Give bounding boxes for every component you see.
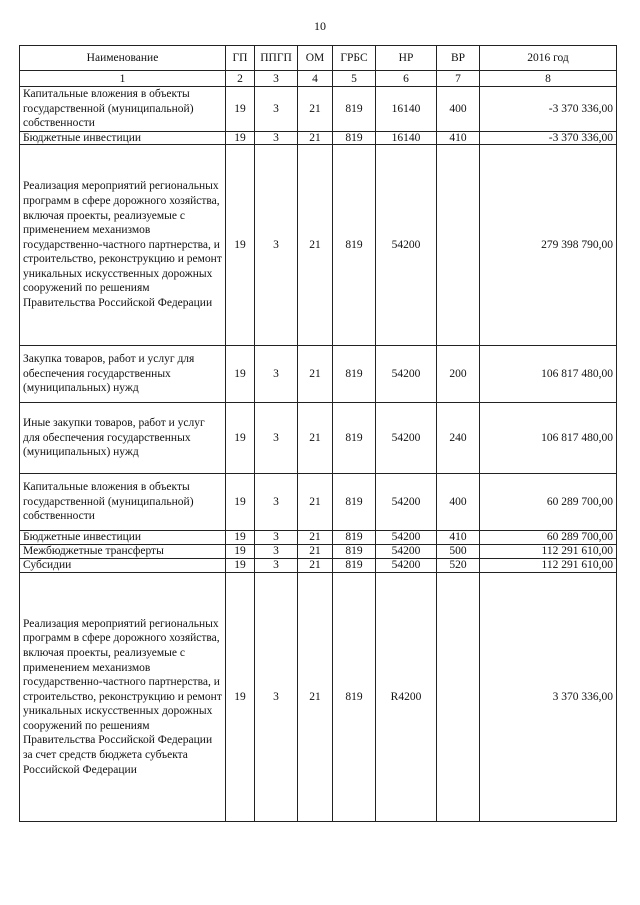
row-om: 21 [298,474,333,531]
row-vr: 240 [437,403,480,474]
row-name: Межбюджетные трансферты [20,545,226,559]
column-number: 6 [376,71,437,87]
budget-table [19,45,617,822]
column-number: 4 [298,71,333,87]
row-gp: 19 [226,87,255,132]
row-grbs: 819 [333,403,376,474]
header-om: ОМ [298,46,333,71]
row-ppgp: 3 [255,346,298,403]
row-name: Реализация мероприятий региональных программ в сфере дорожного хозяйства, включая проекты, реализуемые с применением механизмов государственно-частного партнерства, и строительство, реконструкцию и ремонт уникальных искусственных дорожных сооружений по решениям Правительства Российской Федерации [20,145,226,346]
row-om: 21 [298,87,333,132]
table-row [20,545,617,559]
row-nr: 54200 [376,531,437,545]
row-om: 21 [298,132,333,145]
header-row [20,46,617,71]
row-nr: 16140 [376,132,437,145]
row-grbs: 819 [333,531,376,545]
row-amount: 106 817 480,00 [480,403,617,474]
row-ppgp: 3 [255,474,298,531]
row-amount: 279 398 790,00 [480,145,617,346]
row-vr [437,573,480,822]
row-om: 21 [298,346,333,403]
row-grbs: 819 [333,87,376,132]
row-nr: 16140 [376,87,437,132]
column-number: 1 [20,71,226,87]
row-amount: 60 289 700,00 [480,474,617,531]
header-ppgp: ППГП [255,46,298,71]
row-vr: 500 [437,545,480,559]
table-row [20,531,617,545]
row-amount: -3 370 336,00 [480,132,617,145]
row-amount: 112 291 610,00 [480,559,617,573]
row-vr: 200 [437,346,480,403]
table-row [20,474,617,531]
row-ppgp: 3 [255,87,298,132]
header-vr: ВР [437,46,480,71]
table-row [20,403,617,474]
row-gp: 19 [226,474,255,531]
row-vr: 520 [437,559,480,573]
row-amount: 112 291 610,00 [480,545,617,559]
row-name: Бюджетные инвестиции [20,132,226,145]
row-om: 21 [298,559,333,573]
column-number: 5 [333,71,376,87]
row-gp: 19 [226,145,255,346]
column-number: 3 [255,71,298,87]
column-number-row [20,71,617,87]
table-row [20,559,617,573]
column-number: 2 [226,71,255,87]
row-amount: 3 370 336,00 [480,573,617,822]
row-grbs: 819 [333,145,376,346]
row-gp: 19 [226,559,255,573]
column-number: 8 [480,71,617,87]
row-gp: 19 [226,132,255,145]
row-nr: 54200 [376,545,437,559]
row-ppgp: 3 [255,132,298,145]
row-ppgp: 3 [255,573,298,822]
column-number: 7 [437,71,480,87]
row-grbs: 819 [333,346,376,403]
row-vr: 400 [437,474,480,531]
row-vr: 400 [437,87,480,132]
row-name: Иные закупки товаров, работ и услуг для обеспечения государственных (муниципальных) нужд [20,403,226,474]
row-gp: 19 [226,573,255,822]
row-name: Капитальные вложения в объекты государственной (муниципальной) собственности [20,87,226,132]
row-om: 21 [298,531,333,545]
row-name: Реализация мероприятий региональных программ в сфере дорожного хозяйства, включая проекты, реализуемые с применением механизмов государственно-частного партнерства, и строительство, реконструкцию и ремонт уникальных искусственных дорожных сооружений по решениям Правительства Российской Федерации за счет средств бюджета субъекта Российской Федерации [20,573,226,822]
row-gp: 19 [226,403,255,474]
row-om: 21 [298,403,333,474]
row-nr: 54200 [376,346,437,403]
row-amount: -3 370 336,00 [480,87,617,132]
row-nr: 54200 [376,403,437,474]
row-ppgp: 3 [255,559,298,573]
table-row [20,346,617,403]
table-row [20,573,617,822]
row-gp: 19 [226,531,255,545]
row-nr: 54200 [376,474,437,531]
row-ppgp: 3 [255,545,298,559]
table-row [20,145,617,346]
row-grbs: 819 [333,474,376,531]
row-om: 21 [298,573,333,822]
row-nr: R4200 [376,573,437,822]
header-nr: НР [376,46,437,71]
row-ppgp: 3 [255,145,298,346]
header-grbs: ГРБС [333,46,376,71]
row-nr: 54200 [376,145,437,346]
row-grbs: 819 [333,132,376,145]
row-grbs: 819 [333,573,376,822]
header-gp: ГП [226,46,255,71]
row-ppgp: 3 [255,403,298,474]
table-row [20,132,617,145]
row-ppgp: 3 [255,531,298,545]
row-grbs: 819 [333,545,376,559]
row-name: Бюджетные инвестиции [20,531,226,545]
row-vr: 410 [437,531,480,545]
header-name: Наименование [20,46,226,71]
row-om: 21 [298,145,333,346]
row-vr: 410 [437,132,480,145]
row-amount: 106 817 480,00 [480,346,617,403]
row-vr [437,145,480,346]
page-number: 10 [314,19,326,33]
row-name: Субсидии [20,559,226,573]
row-name: Закупка товаров, работ и услуг для обеспечения государственных (муниципальных) нужд [20,346,226,403]
row-om: 21 [298,545,333,559]
row-gp: 19 [226,545,255,559]
row-gp: 19 [226,346,255,403]
header-2016: 2016 год [480,46,617,71]
row-nr: 54200 [376,559,437,573]
row-grbs: 819 [333,559,376,573]
table-row [20,87,617,132]
row-name: Капитальные вложения в объекты государственной (муниципальной) собственности [20,474,226,531]
row-amount: 60 289 700,00 [480,531,617,545]
